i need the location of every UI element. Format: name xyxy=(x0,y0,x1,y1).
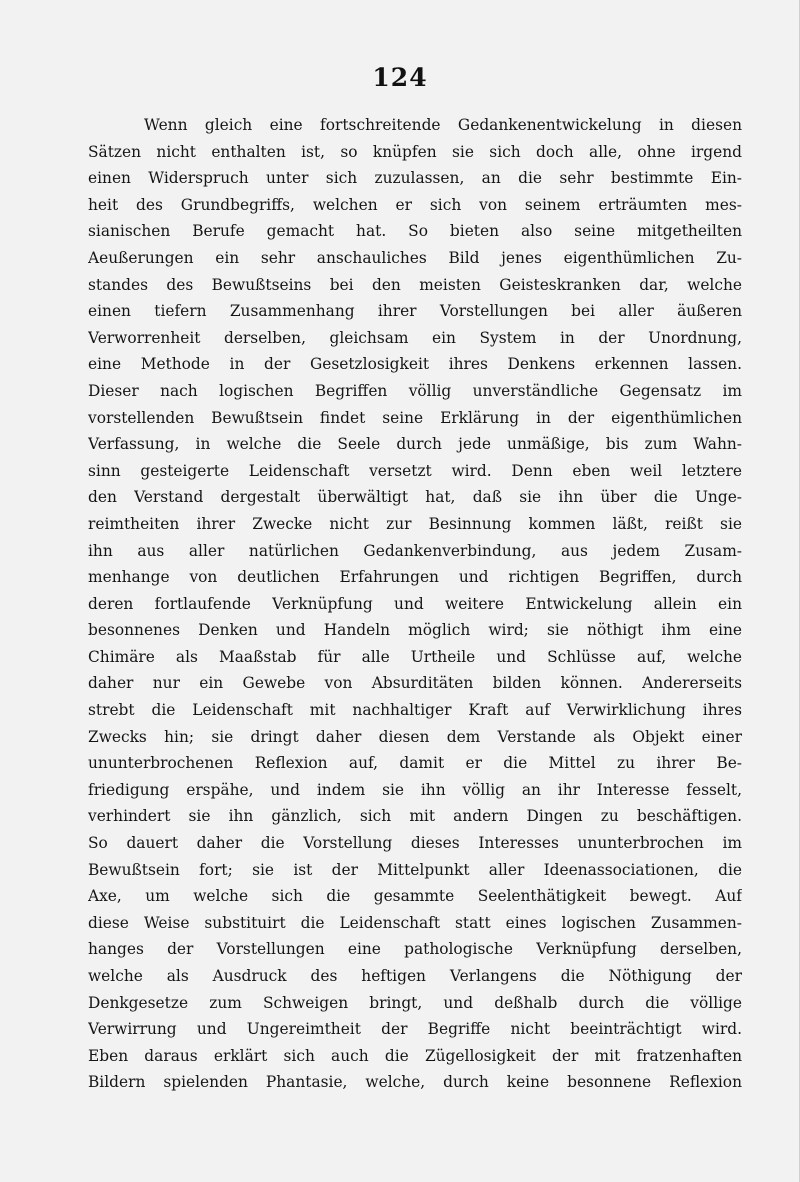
text-line: einen tiefern Zusammenhang ihrer Vorstellungen bei aller äußeren xyxy=(88,302,742,321)
text-line: menhange von deutlichen Erfahrungen und richtigen Begriffen, durch xyxy=(88,568,742,587)
text-line: Verworrenheit derselben, gleichsam ein System in der Unordnung, xyxy=(88,328,742,347)
text-line: verhindert sie ihn gänzlich, sich mit andern Dingen zu beschäftigen. xyxy=(88,807,742,826)
text-line: Bildern spielenden Phantasie, welche, durch keine besonnene Reflexion xyxy=(88,1073,742,1092)
text-line: heit des Grundbegriffs, welchen er sich von seinem erträumten mes- xyxy=(88,195,742,214)
text-line: standes des Bewußtseins bei den meisten Geisteskranken dar, welche xyxy=(88,275,742,294)
text-line: So dauert daher die Vorstellung dieses Interesses ununterbrochen im xyxy=(88,834,742,853)
text-line: strebt die Leidenschaft mit nachhaltiger Kraft auf Verwirklichung ihres xyxy=(88,701,742,720)
text-line: Verwirrung und Ungereimtheit der Begriffe nicht beeinträchtigt wird. xyxy=(88,1020,742,1039)
text-line: Verfassung, in welche die Seele durch jede unmäßige, bis zum Wahn- xyxy=(88,435,742,454)
text-line: Wenn gleich eine fortschreitende Gedankenentwickelung in diesen xyxy=(144,116,742,134)
text-line: Sätzen nicht enthalten ist, so knüpfen sie sich doch alle, ohne irgend xyxy=(88,142,742,161)
text-line: vorstellenden Bewußtsein findet seine Erklärung in der eigenthümlichen xyxy=(88,408,742,427)
text-line: Chimäre als Maaßstab für alle Urtheile und Schlüsse auf, welche xyxy=(88,647,742,666)
text-line: welche als Ausdruck des heftigen Verlangens die Nöthigung der xyxy=(88,967,742,985)
text-line: Axe, um welche sich die gesammte Seelenthätigkeit bewegt. Auf xyxy=(88,887,742,906)
text-line: Eben daraus erklärt sich auch die Zügellosigkeit der mit fratzenhaften xyxy=(88,1046,742,1065)
text-line: ihn aus aller natürlichen Gedankenverbindung, aus jedem Zusam- xyxy=(88,541,742,560)
text-line: sinn gesteigerte Leidenschaft versetzt wird. Denn eben weil letztere xyxy=(88,461,742,480)
text-line: Dieser nach logischen Begriffen völlig unverständliche Gegensatz im xyxy=(88,381,742,400)
text-line: hanges der Vorstellungen eine pathologische Verknüpfung derselben, xyxy=(88,940,742,959)
text-line: Bewußtsein fort; sie ist der Mittelpunkt aller Ideenassociationen, die xyxy=(88,860,742,879)
text-line: eine Methode in der Gesetzlosigkeit ihres Denkens erkennen lassen. xyxy=(88,355,742,374)
body-text xyxy=(88,112,742,1096)
text-line: den Verstand dergestalt überwältigt hat, daß sie ihn über die Unge- xyxy=(88,488,742,507)
text-line: ununterbrochenen Reflexion auf, damit er die Mittel zu ihrer Be- xyxy=(88,754,742,773)
text-line: einen Widerspruch unter sich zuzulassen, an die sehr bestimmte Ein- xyxy=(88,169,742,188)
text-line: daher nur ein Gewebe von Absurditäten bilden können. Andererseits xyxy=(88,674,742,693)
text-line: deren fortlaufende Verknüpfung und weitere Entwickelung allein ein xyxy=(88,594,742,613)
text-line: reimtheiten ihrer Zwecke nicht zur Besinnung kommen läßt, reißt sie xyxy=(88,514,742,533)
text-line: Aeußerungen ein sehr anschauliches Bild jenes eigenthümlichen Zu- xyxy=(88,248,742,267)
page-number: 124 xyxy=(372,63,428,92)
text-line: sianischen Berufe gemacht hat. So bieten also seine mitgetheilten xyxy=(88,222,742,241)
text-line: Denkgesetze zum Schweigen bringt, und deßhalb durch die völlige xyxy=(88,993,742,1012)
text-line: besonnenes Denken und Handeln möglich wird; sie nöthigt ihm eine xyxy=(88,621,742,640)
text-line: diese Weise substituirt die Leidenschaft statt eines logischen Zusammen- xyxy=(88,913,742,932)
text-line: friedigung erspähe, und indem sie ihn völlig an ihr Interesse fesselt, xyxy=(88,780,742,799)
text-line: Zwecks hin; sie dringt daher diesen dem Verstande als Objekt einer xyxy=(88,727,742,746)
